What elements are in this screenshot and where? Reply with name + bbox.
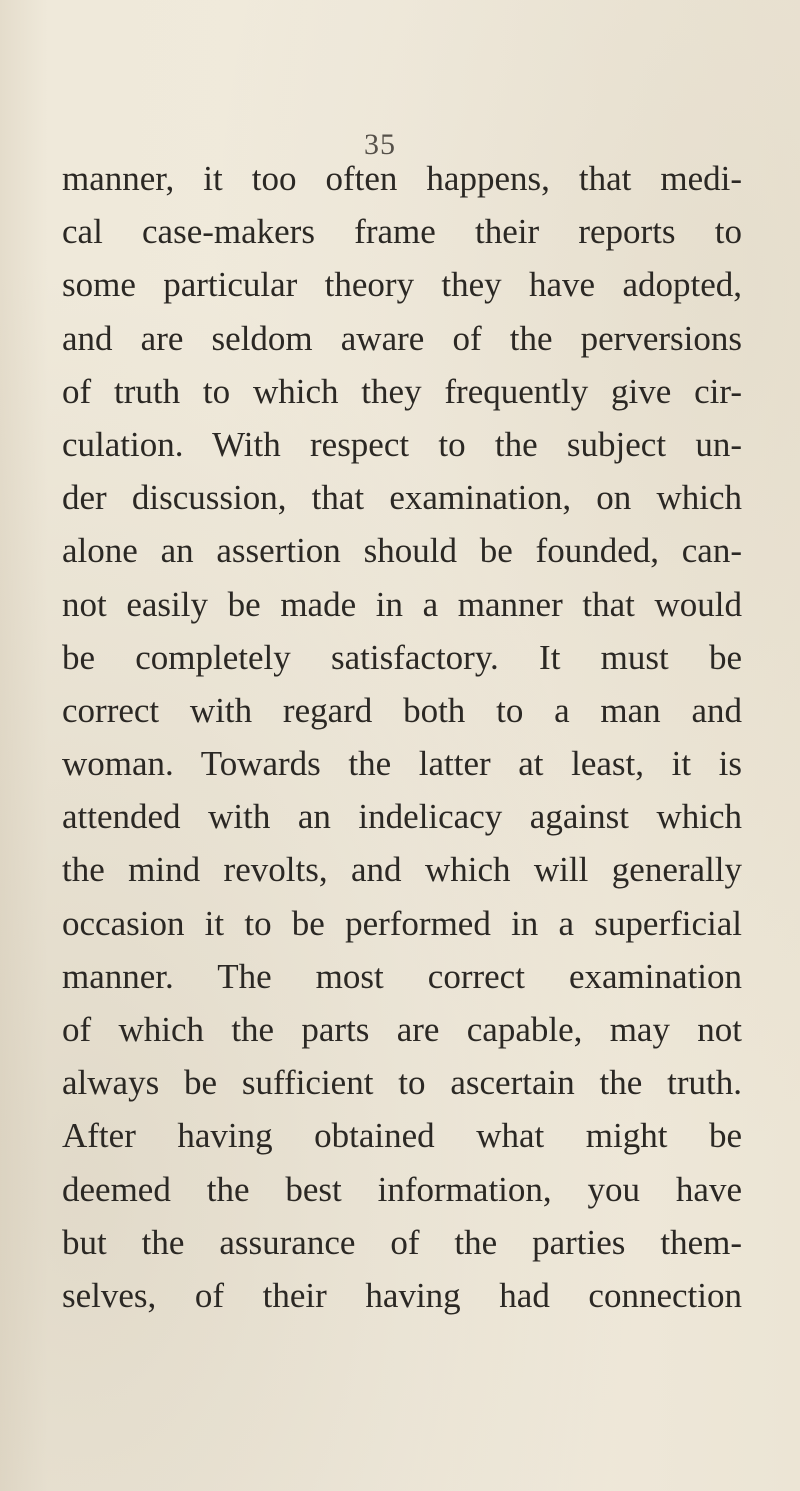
text-line: deemed the best information, you have <box>62 1169 742 1209</box>
text-line: selves, of their having had connection <box>62 1275 742 1315</box>
text-line: manner. The most correct examination <box>62 956 742 996</box>
text-line: manner, it too often happens, that medi- <box>62 159 742 198</box>
text-line: the mind revolts, and which will generally <box>62 850 742 890</box>
text-line: some particular theory they have adopted, <box>62 265 742 305</box>
text-line: occasion it to be performed in a superficial <box>62 903 742 943</box>
text-line: der discussion, that examination, on which <box>62 478 742 518</box>
text-line: but the assurance of the parties them- <box>62 1222 742 1262</box>
text-line: correct with regard both to a man and <box>62 690 742 730</box>
text-line: woman. Towards the latter at least, it is <box>62 744 742 784</box>
text-line: attended with an indelicacy against which <box>62 797 742 837</box>
body-text <box>62 152 742 1322</box>
text-line: alone an assertion should be founded, can- <box>62 531 742 571</box>
text-line: be completely satisfactory. It must be <box>62 637 742 677</box>
text-line: of which the parts are capable, may not <box>62 1010 742 1049</box>
text-line: culation. With respect to the subject un- <box>62 424 742 464</box>
text-line: of truth to which they frequently give cir- <box>62 371 742 411</box>
text-line: not easily be made in a manner that would <box>62 584 742 624</box>
text-line: and are seldom aware of the perversions <box>62 318 742 358</box>
text-line: After having obtained what might be <box>62 1116 742 1156</box>
text-line: cal case-makers frame their reports to <box>62 212 742 252</box>
page-number: 35 <box>364 128 396 161</box>
text-line: always be sufficient to ascertain the truth. <box>62 1063 742 1103</box>
